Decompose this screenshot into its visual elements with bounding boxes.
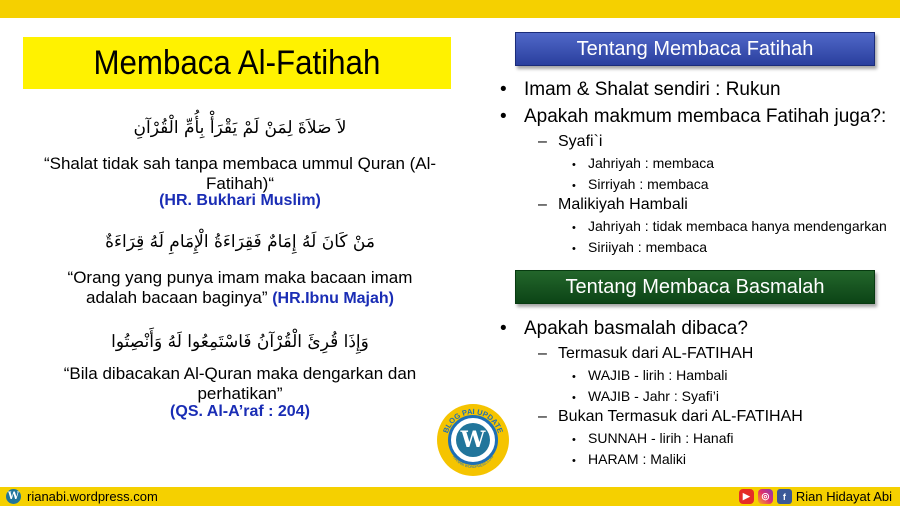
maliki-sub1-text: Jahriyah : tidak membaca hanya mendengarkan bbox=[588, 218, 887, 234]
basmalah-item1-text: Apakah basmalah dibaca? bbox=[524, 318, 748, 339]
hadith2-arabic: مَنْ كَانَ لَهُ إِمَامٌ فَقِرَاءَةُ الْإِمَامِ لَهُ قِرَاءَةٌ bbox=[105, 232, 375, 252]
svg-text:BLOG PAI UPDATE bbox=[441, 407, 505, 434]
hadith1-arabic: لاَ صَلاَةَ لِمَنْ لَمْ يَقْرَأْ بِأُمِّ الْقُرْآنِ bbox=[133, 118, 347, 138]
syafii-sub1: • Jahriyah : membaca bbox=[572, 155, 715, 171]
verse-arabic: وَإِذَا قُرِئَ الْقُرْآنُ فَاسْتَمِعُوا لَهُ وَأَنْصِتُوا bbox=[111, 332, 369, 352]
fatihah-header-label: Tentang Membaca Fatihah bbox=[576, 37, 814, 60]
fatihah-item2: • Apakah makmum membaca Fatihah juga?: bbox=[500, 106, 887, 127]
syafii-sub2: • Sirriyah : membaca bbox=[572, 176, 709, 192]
basmalah-sub1-1-text: WAJIB - lirih : Hambali bbox=[588, 367, 728, 383]
verse-text: “Bila dibacakan Al-Quran maka dengarkan dan perhatikan” bbox=[63, 364, 417, 403]
basmalah-sub2-1: • SUNNAH - lirih : Hanafi bbox=[572, 430, 734, 446]
basmalah-sub1-2-text: WAJIB - Jahr : Syafi’i bbox=[588, 388, 719, 404]
basmalah-sub1-2: • WAJIB - Jahr : Syafi’i bbox=[572, 388, 719, 404]
hadith1-text: “Shalat tidak sah tanpa membaca ummul Quran (Al-Fatihah)“ bbox=[43, 154, 437, 193]
footer-author: Rian Hidayat Abi bbox=[795, 489, 892, 504]
basmalah-header-label: Tentang Membaca Basmalah bbox=[565, 275, 825, 298]
syafii-sub1-text: Jahriyah : membaca bbox=[588, 155, 715, 171]
footer-right bbox=[739, 488, 892, 505]
svg-text:RIANABI.WORDPRESS.COM bbox=[452, 455, 495, 469]
slide-title: Membaca Al-Fatihah bbox=[93, 43, 381, 82]
maliki-sub1: • Jahriyah : tidak membaca hanya mendengarkan bbox=[572, 218, 887, 234]
syafii-text: Syafi`i bbox=[558, 133, 603, 150]
instagram-icon[interactable]: ◎ bbox=[758, 489, 773, 504]
fatihah-item1-text: Imam & Shalat sendiri : Rukun bbox=[524, 79, 781, 100]
badge-small-label: RIANABI.WORDPRESS.COM bbox=[451, 454, 495, 470]
wordpress-icon: W bbox=[7, 491, 20, 502]
badge-arc-label: BLOG PAI UPDATE bbox=[441, 406, 505, 435]
maliki-sub2: • Siriiyah : membaca bbox=[572, 239, 708, 255]
basmalah-sub1-1: • WAJIB - lirih : Hambali bbox=[572, 367, 728, 383]
footer-left bbox=[6, 488, 158, 505]
basmalah-header bbox=[515, 270, 875, 304]
maliki-item: – Malikiyah Hambali bbox=[538, 196, 688, 213]
syafii-item: – Syafi`i bbox=[538, 133, 603, 150]
youtube-icon[interactable]: ▶ bbox=[739, 489, 754, 504]
hadith1-source: (HR. Bukhari Muslim) bbox=[159, 192, 321, 209]
basmalah-sub2-1-text: SUNNAH - lirih : Hanafi bbox=[588, 430, 734, 446]
syafii-sub2-text: Sirriyah : membaca bbox=[588, 176, 709, 192]
hadith2-text-line2-wrap bbox=[20, 288, 460, 309]
badge-arc-text bbox=[437, 404, 509, 476]
top-bar bbox=[0, 0, 900, 18]
fatihah-header bbox=[515, 32, 875, 66]
hadith2-text-line2: adalah bacaan baginya” bbox=[86, 288, 268, 307]
hadith2-source: (HR.Ibnu Majah) bbox=[272, 290, 394, 307]
verse-source: (QS. Al-A’raf : 204) bbox=[170, 403, 310, 420]
fatihah-item1: • Imam & Shalat sendiri : Rukun bbox=[500, 79, 781, 100]
basmalah-sub1-text: Termasuk dari AL-FATIHAH bbox=[558, 345, 754, 362]
basmalah-sub2-2: • HARAM : Maliki bbox=[572, 451, 687, 467]
fatihah-item2-text: Apakah makmum membaca Fatihah juga?: bbox=[524, 106, 887, 127]
basmalah-sub1: – Termasuk dari AL-FATIHAH bbox=[538, 345, 754, 362]
footer-website[interactable]: rianabi.wordpress.com bbox=[27, 489, 158, 504]
maliki-text: Malikiyah Hambali bbox=[558, 196, 688, 213]
basmalah-sub2-text: Bukan Termasuk dari AL-FATIHAH bbox=[558, 408, 803, 425]
wordpress-icon: W bbox=[456, 423, 490, 457]
basmalah-sub2: – Bukan Termasuk dari AL-FATIHAH bbox=[538, 408, 803, 425]
basmalah-item1: • Apakah basmalah dibaca? bbox=[500, 318, 748, 339]
maliki-sub2-text: Siriiyah : membaca bbox=[588, 239, 708, 255]
facebook-icon[interactable]: f bbox=[777, 489, 792, 504]
hadith2-text-line1: “Orang yang punya imam maka bacaan imam bbox=[67, 268, 413, 287]
basmalah-sub2-2-text: HARAM : Maliki bbox=[588, 451, 687, 467]
title-box bbox=[23, 37, 451, 89]
